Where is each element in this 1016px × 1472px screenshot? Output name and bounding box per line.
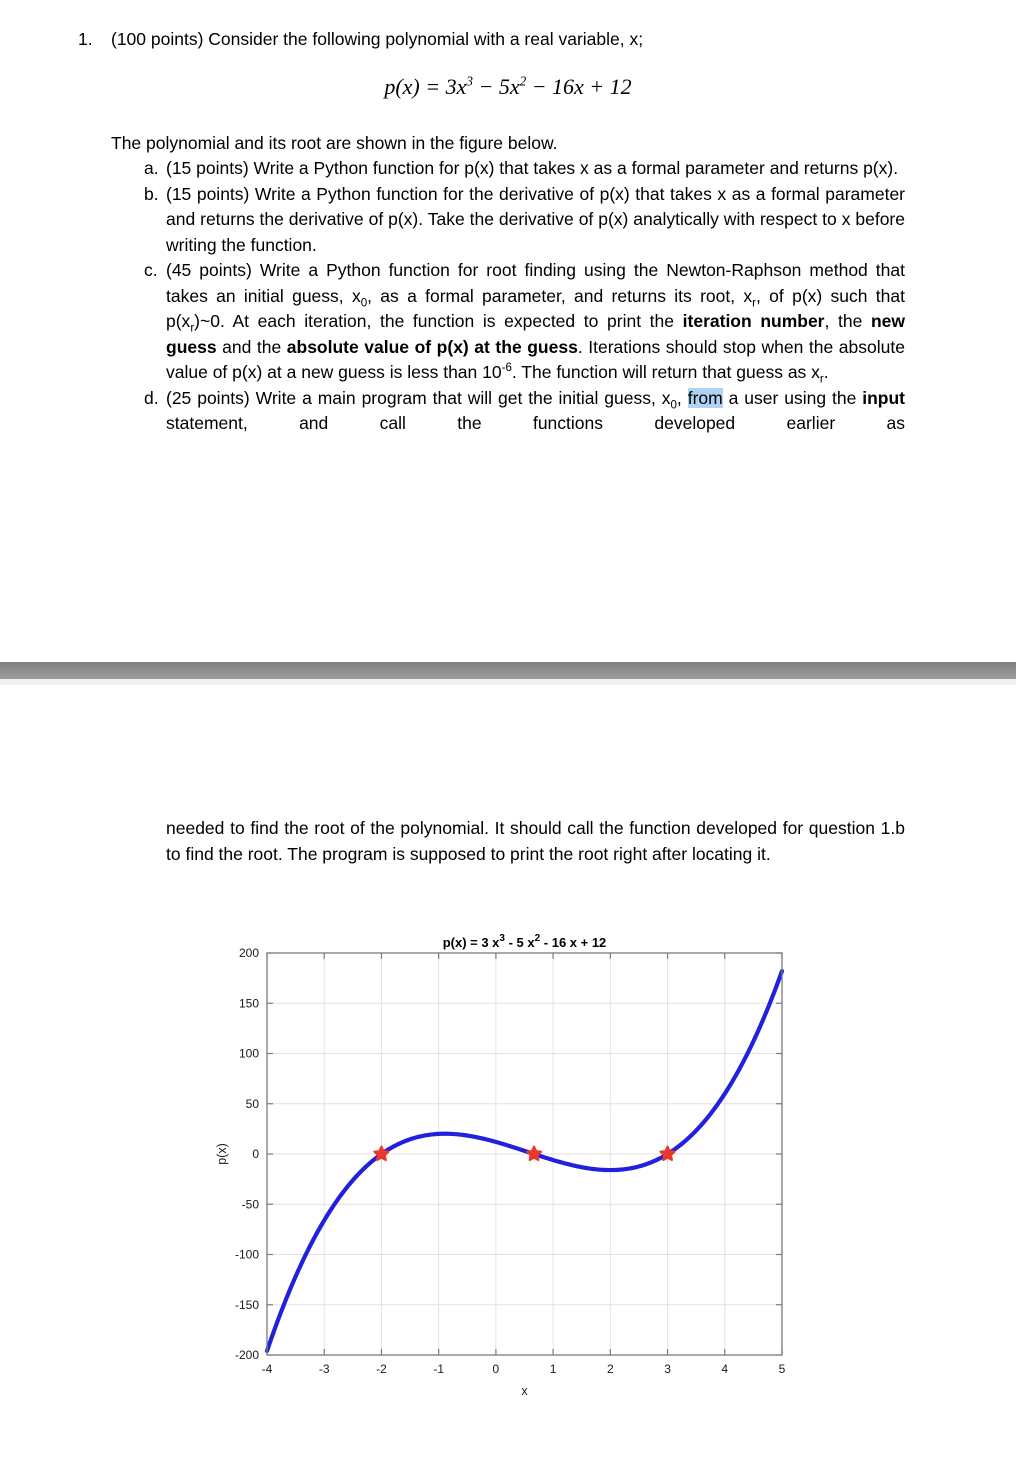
polynomial-chart-figure	[212, 925, 802, 1403]
chart-title: p(x) = 3 $x^3 - 5$ $x^2 - 16$ x + 12	[442, 933, 607, 950]
list-item-d	[144, 386, 905, 437]
list-item-c-text: (45 points) Write a Python function for root finding using the Newton-Raphson method that takes an initial guess, $x_0$, as a formal parameter, and returns its root, $x_r$, of p(x) such that $p(x_r)\sim 0$. At each iteration, the function is expected to print the iteration number, the new guess and the absolute value of p(x) at the guess. Iterations should stop when the absolute value of p(x) at a new guess is less than $10^{-6}$. The function will return that guess as $x_r$.	[166, 260, 905, 386]
root-markers	[374, 1147, 674, 1161]
question-heading	[78, 27, 918, 53]
list-item-c-label: c.	[144, 260, 158, 280]
question-part-list	[144, 156, 905, 437]
figure-note: The polynomial and its root are shown in the figure below.	[111, 133, 558, 153]
svg-text:0: 0	[492, 1362, 500, 1376]
list-item-d-text: (25 points) Write a main program that will get the initial guess, $x_0$, from a user using the input statement, and call the functions developed earlier as	[166, 387, 905, 433]
list-item-c	[144, 258, 905, 386]
svg-text:4: 4	[721, 1362, 729, 1376]
svg-text:-100: -100	[234, 1247, 259, 1262]
svg-text:-150: -150	[234, 1297, 259, 1312]
svg-text:150: 150	[238, 996, 259, 1011]
y-tick-labels	[235, 946, 259, 1362]
svg-text:0: 0	[252, 1147, 259, 1161]
svg-text:200: 200	[238, 946, 259, 960]
svg-text:-2: -2	[376, 1362, 387, 1376]
continuation-paragraph: needed to find the root of the polynomial. It should call the function developed for question 1.b to find the root. The program is supposed to print the root right after locating it.	[166, 818, 905, 864]
svg-text:-3: -3	[318, 1362, 330, 1376]
page-break-strip	[0, 679, 1016, 685]
y-axis-label: p(x)	[215, 1143, 229, 1165]
svg-text:-4: -4	[261, 1362, 273, 1376]
svg-text:2: 2	[606, 1362, 614, 1376]
list-item-b-label: b.	[144, 183, 159, 204]
svg-text:1: 1	[549, 1362, 557, 1376]
x-axis-label: x	[521, 1384, 528, 1398]
x-tick-labels	[262, 1362, 786, 1376]
chart-canvas	[212, 925, 802, 1403]
list-item-a-label: a.	[144, 158, 159, 178]
page-break-divider	[0, 662, 1016, 685]
svg-text:50: 50	[245, 1096, 259, 1111]
svg-text:5: 5	[778, 1362, 786, 1376]
question-number: 1.	[78, 29, 93, 49]
svg-text:100: 100	[238, 1046, 259, 1061]
svg-text:3: 3	[664, 1362, 671, 1376]
page-break-bar	[0, 662, 1016, 679]
svg-text:-1: -1	[433, 1362, 445, 1376]
list-item-a	[144, 156, 905, 182]
list-item-a-text: (15 points) Write a Python function for p(x) that takes x as a formal parameter and returns p(x).	[166, 158, 899, 178]
root-marker	[527, 1147, 541, 1161]
list-item-b	[144, 182, 905, 259]
svg-text:-50: -50	[241, 1197, 259, 1212]
list-item-b-text: (15 points) Write a Python function for the derivative of p(x) that takes x as a formal parameter and returns the derivative of p(x). Take the derivative of p(x) analytically with respect to x before writing the function.	[166, 183, 905, 255]
question-intro-text: (100 points) Consider the following polynomial with a real variable, x;	[111, 29, 644, 49]
grid-lines	[267, 953, 782, 1355]
svg-text:-200: -200	[234, 1348, 259, 1362]
polynomial-curve	[267, 971, 782, 1351]
list-item-d-label: d.	[144, 387, 159, 408]
polynomial-formula: $p(x) = 3x^3 - 5x^2 - 16x + 12$	[384, 73, 632, 99]
